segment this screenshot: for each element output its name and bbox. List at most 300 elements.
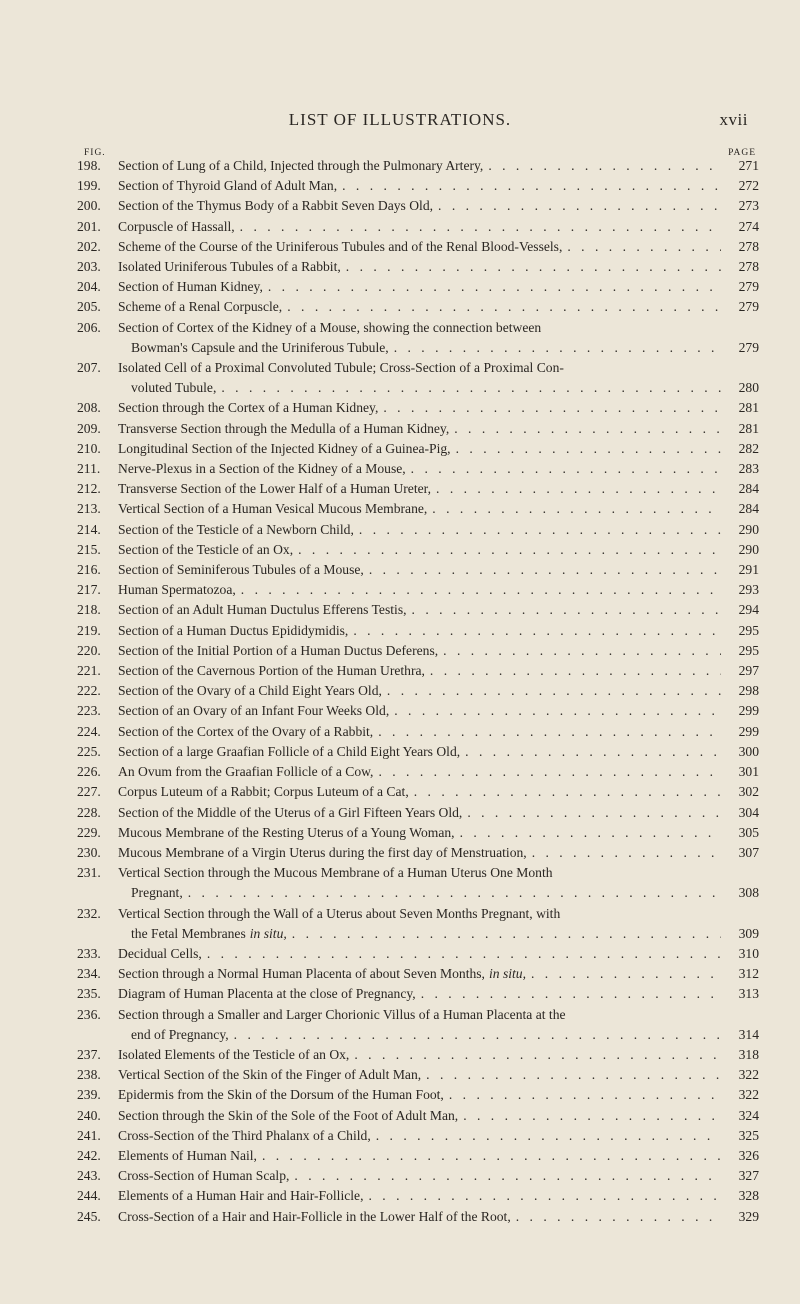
figure-caption: Isolated Cell of a Proximal Convoluted Tubule; Cross-Section of a Proximal Con- (118, 360, 564, 376)
figure-number: 211. (77, 461, 101, 477)
entry-body (118, 540, 759, 560)
entry-line (118, 722, 759, 742)
figure-number: 205. (77, 299, 101, 315)
figure-number: 241. (77, 1127, 101, 1143)
entry-body (118, 701, 759, 721)
page-number: 328 (738, 1188, 759, 1204)
entry-body (118, 1207, 759, 1227)
entry-line (118, 1025, 759, 1045)
page-number: 282 (738, 440, 759, 456)
entry-line (118, 560, 759, 580)
dot-leader (382, 681, 721, 701)
figure-number: 234. (77, 966, 101, 982)
figure-caption: Section of an Adult Human Ductulus Efferens Testis, (118, 602, 407, 618)
figure-number: 217. (77, 582, 101, 598)
list-item (77, 499, 759, 519)
entry-line (118, 701, 759, 721)
dot-leader (526, 964, 721, 984)
entry-body (118, 641, 759, 661)
entry-line (118, 358, 759, 378)
figure-number: 245. (77, 1208, 101, 1224)
entry-body (118, 1005, 759, 1045)
list-item (77, 1085, 759, 1105)
entry-line (118, 904, 759, 924)
entry-body (118, 439, 759, 459)
page-number: 314 (738, 1026, 759, 1042)
entry-body (118, 762, 759, 782)
figure-caption: Mucous Membrane of a Virgin Uterus during the first day of Menstruation, (118, 844, 527, 860)
dot-leader (407, 600, 721, 620)
fig-column-header: FIG. (84, 148, 106, 158)
entry-line (118, 1186, 759, 1206)
figure-caption: the Fetal Membranes (131, 925, 246, 941)
figure-caption: Section of the Initial Portion of a Human Ductus Deferens, (118, 642, 439, 658)
list-item (77, 964, 759, 984)
dot-leader (483, 156, 721, 176)
entry-line (118, 277, 759, 297)
entry-body (118, 600, 759, 620)
list-item (77, 1207, 759, 1227)
entry-line (118, 1045, 759, 1065)
list-item (77, 1126, 759, 1146)
figure-caption: Human Spermatozoa, (118, 582, 236, 598)
dot-leader (236, 580, 721, 600)
list-item (77, 600, 759, 620)
figure-number: 206. (77, 319, 101, 335)
entry-body (118, 419, 759, 439)
figure-number: 231. (77, 865, 101, 881)
list-item (77, 217, 759, 237)
dot-leader (363, 1186, 721, 1206)
entry-body (118, 358, 759, 398)
page-number: 327 (738, 1168, 759, 1184)
figure-caption: Transverse Section of the Lower Half of a Human Ureter, (118, 481, 432, 497)
entry-body (118, 863, 759, 903)
entry-body (118, 843, 759, 863)
entry-line (118, 1207, 759, 1227)
figure-caption: Corpuscle of Hassall, (118, 218, 235, 234)
entry-body (118, 1186, 759, 1206)
figure-caption: Vertical Section of a Human Vesical Mucous Membrane, (118, 501, 428, 517)
dot-leader (257, 1146, 721, 1166)
entry-line (118, 803, 759, 823)
entry-line (118, 600, 759, 620)
entry-line (118, 419, 759, 439)
list-item (77, 540, 759, 560)
entry-line (118, 621, 759, 641)
dot-leader (293, 540, 721, 560)
entry-body (118, 1146, 759, 1166)
page-number: 312 (738, 966, 759, 982)
figure-number: 198. (77, 158, 101, 173)
entry-line (118, 944, 759, 964)
figure-caption: An Ovum from the Graafian Follicle of a Cow, (118, 764, 374, 780)
list-item (77, 944, 759, 964)
dot-leader (438, 641, 721, 661)
dot-leader (527, 843, 721, 863)
figure-number: 213. (77, 501, 101, 517)
dot-leader (371, 1126, 721, 1146)
figure-caption: Mucous Membrane of the Resting Uterus of a Young Woman, (118, 824, 455, 840)
page-number: 318 (738, 1046, 759, 1062)
dot-leader (455, 823, 721, 843)
entry-line (118, 176, 759, 196)
italic-phrase: in situ, (488, 966, 526, 982)
figure-number: 225. (77, 743, 101, 759)
entry-body (118, 722, 759, 742)
entry-line (118, 398, 759, 418)
entry-body (118, 803, 759, 823)
list-item (77, 176, 759, 196)
dot-leader (406, 459, 721, 479)
list-item (77, 863, 759, 903)
list-item (77, 419, 759, 439)
figure-caption: Section of Cortex of the Kidney of a Mouse, showing the connection between (118, 319, 542, 335)
entry-body (118, 297, 759, 317)
entry-body (118, 499, 759, 519)
running-head (0, 110, 800, 134)
figure-caption: Transverse Section through the Medulla of a Human Kidney, (118, 420, 450, 436)
list-item (77, 398, 759, 418)
page-number: 284 (738, 481, 759, 497)
figure-caption: Scheme of a Renal Corpuscle, (118, 299, 283, 315)
page-number: 298 (738, 683, 759, 699)
entry-line (118, 257, 759, 277)
entry-body (118, 1085, 759, 1105)
entry-body (118, 237, 759, 257)
dot-leader (449, 419, 721, 439)
entry-body (118, 944, 759, 964)
dot-leader (282, 297, 721, 317)
dot-leader (202, 944, 721, 964)
figure-caption: Section of the Middle of the Uterus of a Girl Fifteen Years Old, (118, 804, 463, 820)
entry-body (118, 459, 759, 479)
page-number: 304 (738, 804, 759, 820)
list-item (77, 621, 759, 641)
figure-caption: Section through the Cortex of a Human Kidney, (118, 400, 379, 416)
figure-number: 201. (77, 218, 101, 234)
list-item (77, 762, 759, 782)
dot-leader (354, 520, 721, 540)
running-head-page-number: xvii (719, 110, 748, 129)
figure-number: 219. (77, 622, 101, 638)
list-item (77, 782, 759, 802)
figure-caption: Section of the Cavernous Portion of the Human Urethra, (118, 663, 425, 679)
figure-caption: Epidermis from the Skin of the Dorsum of the Human Foot, (118, 1087, 444, 1103)
figure-number: 226. (77, 764, 101, 780)
entry-body (118, 1166, 759, 1186)
list-item (77, 722, 759, 742)
page-number: 295 (738, 622, 759, 638)
list-item (77, 196, 759, 216)
list-item (77, 156, 759, 176)
entry-body (118, 580, 759, 600)
page-number: 297 (738, 663, 759, 679)
figure-caption: Cross-Section of a Hair and Hair-Follicle in the Lower Half of the Root, (118, 1208, 511, 1224)
figure-caption: Section of Human Kidney, (118, 279, 263, 295)
figure-number: 215. (77, 541, 101, 557)
figure-caption: Longitudinal Section of the Injected Kidney of a Guinea-Pig, (118, 440, 451, 456)
figure-number: 242. (77, 1147, 101, 1163)
entry-line (118, 883, 759, 903)
list-item (77, 1146, 759, 1166)
entry-line (118, 964, 759, 984)
figure-caption: Isolated Uriniferous Tubules of a Rabbit, (118, 259, 341, 275)
list-item (77, 479, 759, 499)
dot-leader (349, 1045, 721, 1065)
dot-leader (458, 1106, 721, 1126)
figure-caption: Section of the Ovary of a Child Eight Years Old, (118, 683, 382, 699)
figure-caption: Section of Lung of a Child, Injected through the Pulmonary Artery, (118, 158, 484, 173)
figure-number: 233. (77, 945, 101, 961)
list-item (77, 1186, 759, 1206)
entry-body (118, 823, 759, 843)
entry-line (118, 540, 759, 560)
entry-line (118, 1126, 759, 1146)
list-item (77, 297, 759, 317)
entry-body (118, 176, 759, 196)
page-number: 326 (738, 1147, 759, 1163)
dot-leader (348, 621, 721, 641)
page-number: 294 (738, 602, 759, 618)
entry-body (118, 277, 759, 297)
running-head-title: LIST OF ILLUSTRATIONS. (288, 110, 512, 129)
figure-number: 214. (77, 521, 101, 537)
entry-line (118, 318, 759, 338)
dot-leader (431, 479, 721, 499)
figure-caption: Section of the Testicle of an Ox, (118, 541, 294, 557)
page-number: 322 (738, 1067, 759, 1083)
list-item (77, 803, 759, 823)
figure-number: 210. (77, 440, 101, 456)
figure-number: 229. (77, 824, 101, 840)
entry-line (118, 1065, 759, 1085)
dot-leader (409, 782, 721, 802)
page-number: 299 (738, 723, 759, 739)
entry-body (118, 681, 759, 701)
list-item (77, 1166, 759, 1186)
entry-body (118, 318, 759, 358)
figure-caption: Diagram of Human Placenta at the close of Pregnancy, (118, 986, 416, 1002)
figure-number: 208. (77, 400, 101, 416)
entry-line (118, 762, 759, 782)
figure-number: 202. (77, 238, 101, 254)
page-number: 281 (738, 400, 759, 416)
entry-line (118, 217, 759, 237)
page-number: 279 (738, 339, 759, 355)
page-number: 300 (738, 743, 759, 759)
figure-caption: Section through a Smaller and Larger Chorionic Villus of a Human Placenta at the (118, 1006, 566, 1022)
figure-number: 200. (77, 198, 101, 214)
entry-body (118, 984, 759, 1004)
figure-caption: Section of a large Graafian Follicle of a Child Eight Years Old, (118, 743, 461, 759)
figure-number: 232. (77, 905, 101, 921)
list-item (77, 742, 759, 762)
figure-number: 212. (77, 481, 101, 497)
dot-leader (229, 1025, 721, 1045)
entry-line (118, 863, 759, 883)
page-number: 291 (738, 562, 759, 578)
dot-leader (425, 661, 721, 681)
list-item (77, 1106, 759, 1126)
entry-body (118, 1106, 759, 1126)
entry-body (118, 742, 759, 762)
page-number: 273 (738, 198, 759, 214)
entry-body (118, 196, 759, 216)
figure-number: 236. (77, 1006, 101, 1022)
dot-leader (373, 722, 721, 742)
page-number: 272 (738, 178, 759, 194)
figure-caption: Decidual Cells, (118, 945, 202, 961)
figure-caption: Cross-Section of Human Scalp, (118, 1168, 290, 1184)
figure-number: 239. (77, 1087, 101, 1103)
figure-caption: Scheme of the Course of the Uriniferous Tubules and of the Renal Blood-Vessels, (118, 238, 563, 254)
list-item (77, 520, 759, 540)
list-item (77, 701, 759, 721)
entry-line (118, 156, 759, 176)
figure-number: 230. (77, 844, 101, 860)
entry-line (118, 1166, 759, 1186)
entry-body (118, 661, 759, 681)
page-number: 281 (738, 420, 759, 436)
list-item (77, 843, 759, 863)
figure-caption: Section of an Ovary of an Infant Four Weeks Old, (118, 703, 390, 719)
entry-body (118, 520, 759, 540)
list-item (77, 904, 759, 944)
figure-number: 223. (77, 703, 101, 719)
page-number: 307 (738, 844, 759, 860)
page-number: 278 (738, 259, 759, 275)
entry-body (118, 1126, 759, 1146)
entry-body (118, 398, 759, 418)
page-number: 324 (738, 1107, 759, 1123)
entry-line (118, 782, 759, 802)
figure-caption: Section of a Human Ductus Epididymidis, (118, 622, 349, 638)
dot-leader (451, 439, 721, 459)
entry-line (118, 520, 759, 540)
figure-caption: Vertical Section of the Skin of the Finger of Adult Man, (118, 1067, 422, 1083)
list-item (77, 358, 759, 398)
page-number: 301 (738, 764, 759, 780)
entry-line (118, 297, 759, 317)
figure-number: 238. (77, 1067, 101, 1083)
dot-leader (462, 803, 721, 823)
dot-leader (433, 196, 721, 216)
list-item (77, 1045, 759, 1065)
page-number: 274 (738, 218, 759, 234)
entry-line (118, 661, 759, 681)
figure-caption: Pregnant, (131, 885, 183, 901)
dot-leader (337, 176, 721, 196)
list-item (77, 439, 759, 459)
figure-caption: Elements of Human Nail, (118, 1147, 257, 1163)
figure-number: 218. (77, 602, 101, 618)
page-number: 308 (738, 885, 759, 901)
dot-leader (427, 499, 721, 519)
figure-caption: Section through the Skin of the Sole of the Foot of Adult Man, (118, 1107, 459, 1123)
figure-number: 228. (77, 804, 101, 820)
list-item (77, 984, 759, 1004)
figure-caption: Corpus Luteum of a Rabbit; Corpus Luteum of a Cat, (118, 784, 409, 800)
dot-leader (444, 1085, 721, 1105)
figure-number: 243. (77, 1168, 101, 1184)
list-item (77, 257, 759, 277)
dot-leader (235, 217, 721, 237)
entry-line (118, 580, 759, 600)
figure-caption: Vertical Section through the Wall of a Uterus about Seven Months Pregnant, with (118, 905, 561, 921)
figure-number: 237. (77, 1046, 101, 1062)
figure-caption: Section of the Cortex of the Ovary of a Rabbit, (118, 723, 374, 739)
dot-leader (263, 277, 721, 297)
entry-line (118, 641, 759, 661)
dot-leader (511, 1207, 721, 1227)
page-number: 279 (738, 279, 759, 295)
entry-line (118, 196, 759, 216)
figure-number: 203. (77, 259, 101, 275)
page-number: 280 (738, 380, 759, 396)
page-number: 313 (738, 986, 759, 1002)
dot-leader (562, 237, 721, 257)
entry-line (118, 479, 759, 499)
list-item (77, 661, 759, 681)
figure-caption: Nerve-Plexus in a Section of the Kidney of a Mouse, (118, 461, 406, 477)
dot-leader (373, 762, 721, 782)
figure-caption: Cross-Section of the Third Phalanx of a Child, (118, 1127, 371, 1143)
entry-line (118, 1005, 759, 1025)
dot-leader (183, 883, 721, 903)
dot-leader (287, 924, 721, 944)
entry-body (118, 964, 759, 984)
page-number: 325 (738, 1127, 759, 1143)
list-item (77, 1005, 759, 1045)
entry-line (118, 439, 759, 459)
page-number: 299 (738, 703, 759, 719)
entry-body (118, 621, 759, 641)
figure-number: 221. (77, 663, 101, 679)
figure-caption: Section of the Testicle of a Newborn Child, (118, 521, 354, 537)
entry-body (118, 904, 759, 944)
list-item (77, 823, 759, 843)
page-number: 305 (738, 824, 759, 840)
list-item (77, 277, 759, 297)
figure-number: 244. (77, 1188, 101, 1204)
dot-leader (421, 1065, 721, 1085)
entry-line (118, 338, 759, 358)
dot-leader (416, 984, 721, 1004)
dot-leader (389, 701, 721, 721)
figure-caption: Section of Seminiferous Tubules of a Mouse, (118, 562, 364, 578)
entry-body (118, 782, 759, 802)
figure-caption: Section of the Thymus Body of a Rabbit Seven Days Old, (118, 198, 434, 214)
figure-number: 240. (77, 1107, 101, 1123)
page-number: 302 (738, 784, 759, 800)
entry-body (118, 257, 759, 277)
page-number: 284 (738, 501, 759, 517)
page-number: 329 (738, 1208, 759, 1224)
dot-leader (341, 257, 721, 277)
page-number: 278 (738, 238, 759, 254)
figure-caption: Elements of a Human Hair and Hair-Follicle, (118, 1188, 364, 1204)
figure-number: 220. (77, 642, 101, 658)
page-number: 322 (738, 1087, 759, 1103)
entry-line (118, 378, 759, 398)
entry-body (118, 156, 759, 176)
entry-line (118, 681, 759, 701)
dot-leader (389, 338, 721, 358)
figure-caption: Vertical Section through the Mucous Membrane of a Human Uterus One Month (118, 865, 553, 881)
page-number: 310 (738, 945, 759, 961)
entry-line (118, 843, 759, 863)
